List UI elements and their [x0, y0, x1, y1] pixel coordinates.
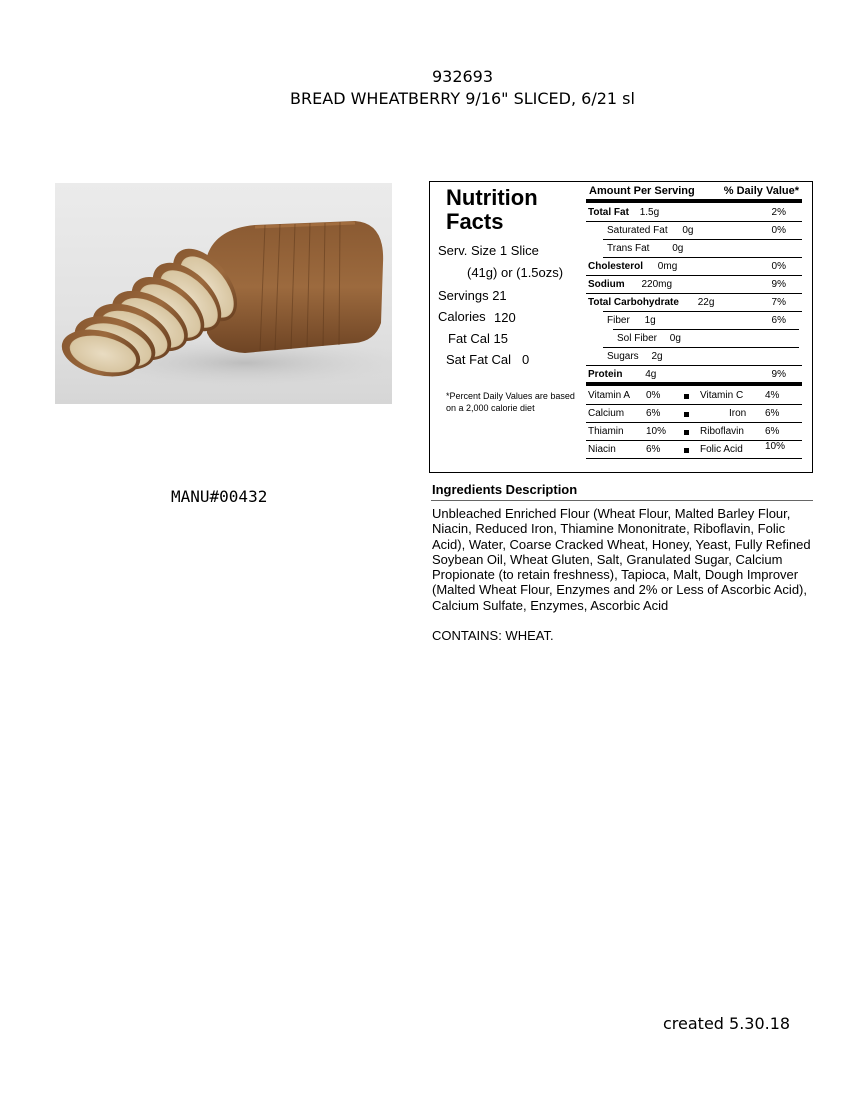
servings-per-container: Servings 21 [438, 288, 507, 303]
divider [586, 293, 802, 294]
bullet-icon [684, 412, 689, 417]
soluble-fiber-row [617, 333, 681, 344]
nutrient-label: Cholesterol [588, 261, 644, 272]
sodium-row [588, 279, 672, 290]
bread-photo [55, 183, 392, 404]
divider [603, 257, 802, 258]
nutrient-label: Saturated Fat [607, 225, 668, 236]
serving-weight: (41g) or (1.5ozs) [467, 265, 564, 280]
divider [603, 239, 802, 240]
thiamin-pct: 10% [646, 426, 667, 437]
total-fat-row [588, 207, 659, 218]
fiber-pct: 6% [771, 315, 786, 326]
nutrient-amount: 2g [651, 351, 663, 362]
thick-rule [586, 199, 802, 203]
nutrition-facts-panel [429, 181, 813, 473]
nutrient-amount: 0g [682, 225, 694, 236]
nutrient-amount: 220mg [641, 279, 673, 290]
nutrient-amount: 0mg [657, 261, 678, 272]
nutrient-amount: 1g [644, 315, 656, 326]
protein-pct: 9% [771, 369, 786, 380]
divider [586, 275, 802, 276]
daily-value-footnote: *Percent Daily Values are based on a 2,000 calorie diet [446, 391, 575, 413]
amount-per-serving-header: Amount Per Serving [589, 185, 695, 197]
trans-fat-row [607, 243, 683, 254]
cholesterol-pct: 0% [771, 261, 786, 272]
bullet-icon [684, 430, 689, 435]
manufacturer-number: MANU#00432 [171, 487, 268, 506]
calories-value: 120 [494, 310, 516, 325]
divider [603, 311, 802, 312]
nutrition-title [446, 186, 538, 234]
serving-size: Serv. Size 1 Slice [438, 243, 539, 258]
daily-value-header: % Daily Value* [723, 185, 799, 197]
riboflavin-label: Riboflavin [700, 426, 744, 437]
nutrient-label: Sugars [607, 351, 639, 362]
sat-fat-calories-value: 0 [522, 352, 530, 367]
sodium-pct: 9% [771, 279, 786, 290]
sat-fat-calories-label: Sat Fat Cal [446, 352, 512, 367]
total-fat-pct: 2% [771, 207, 786, 218]
vitamin-c-pct: 4% [765, 390, 780, 401]
created-date: created 5.30.18 [663, 1014, 791, 1033]
folic-acid-label: Folic Acid [700, 444, 743, 455]
divider [586, 404, 802, 405]
niacin-pct: 6% [646, 444, 661, 455]
nutrition-title-line1: Nutrition [446, 185, 538, 210]
divider [586, 458, 802, 459]
fiber-row [607, 315, 656, 326]
vitamin-a-label: Vitamin A [588, 390, 631, 401]
fat-calories: Fat Cal 15 [448, 331, 508, 346]
saturated-fat-pct: 0% [771, 225, 786, 236]
nutrition-summary [430, 182, 585, 472]
calories-label: Calories [438, 309, 486, 324]
nutrient-amount: 0g [672, 243, 684, 254]
nutrient-amount: 4g [645, 369, 657, 380]
total-carbohydrate-pct: 7% [771, 297, 786, 308]
nutrient-label: Sol Fiber [617, 333, 658, 344]
ingredients-divider [431, 500, 813, 501]
divider [586, 365, 802, 366]
sliced-bread-image [55, 183, 392, 404]
nutrient-label: Total Carbohydrate [588, 297, 679, 308]
nutrition-title-line2: Facts [446, 209, 504, 234]
nutrient-label: Fiber [607, 315, 630, 326]
table-header [589, 185, 799, 197]
total-carbohydrate-row [588, 297, 714, 308]
cholesterol-row [588, 261, 677, 272]
protein-row [588, 369, 656, 380]
ingredients-text: Unbleached Enriched Flour (Wheat Flour, Malted Barley Flour, Niacin, Reduced Iron, Thiamine Mononitrate, Riboflavin, Folic Acid), Water, Coarse Cracked Wheat, Honey, Yeast, Fully Refined Soybean Oil, Wheat Gluten, Salt, Granulated Sugar, Calcium Propionate (to retain freshness), Tapioca, Malt, Dough Improver (Malted Wheat Flour, Enzymes and 2% or Less of Ascorbic Acid), Calcium Sulfate, Enzymes, Ascorbic Acid [432, 506, 811, 613]
folic-acid-pct: 10% [765, 441, 786, 452]
nutrient-table [586, 182, 802, 472]
nutrient-amount: 0g [669, 333, 681, 344]
riboflavin-pct: 6% [765, 426, 780, 437]
thick-rule [586, 382, 802, 386]
nutrient-label: Protein [588, 369, 623, 380]
iron-label: Iron [729, 408, 747, 419]
product-title: BREAD WHEATBERRY 9/16" SLICED, 6/21 sl [290, 89, 635, 108]
divider [586, 422, 802, 423]
allergen-statement: CONTAINS: WHEAT. [432, 628, 554, 643]
vitamin-c-label: Vitamin C [700, 390, 744, 401]
bullet-icon [684, 394, 689, 399]
nutrient-label: Sodium [588, 279, 625, 290]
iron-pct: 6% [765, 408, 780, 419]
divider [586, 221, 802, 222]
divider [603, 347, 799, 348]
divider [613, 329, 799, 330]
niacin-label: Niacin [588, 444, 616, 455]
nutrient-label: Total Fat [588, 207, 629, 218]
nutrient-label: Trans Fat [607, 243, 650, 254]
nutrient-amount: 1.5g [639, 207, 660, 218]
sugars-row [607, 351, 663, 362]
thiamin-label: Thiamin [588, 426, 624, 437]
nutrient-amount: 22g [697, 297, 715, 308]
saturated-fat-row [607, 225, 694, 236]
calcium-pct: 6% [646, 408, 661, 419]
product-code: 932693 [431, 67, 494, 86]
vitamin-a-pct: 0% [646, 390, 661, 401]
ingredients-title: Ingredients Description [432, 482, 578, 497]
bullet-icon [684, 448, 689, 453]
product-header [0, 66, 850, 110]
calcium-label: Calcium [588, 408, 625, 419]
